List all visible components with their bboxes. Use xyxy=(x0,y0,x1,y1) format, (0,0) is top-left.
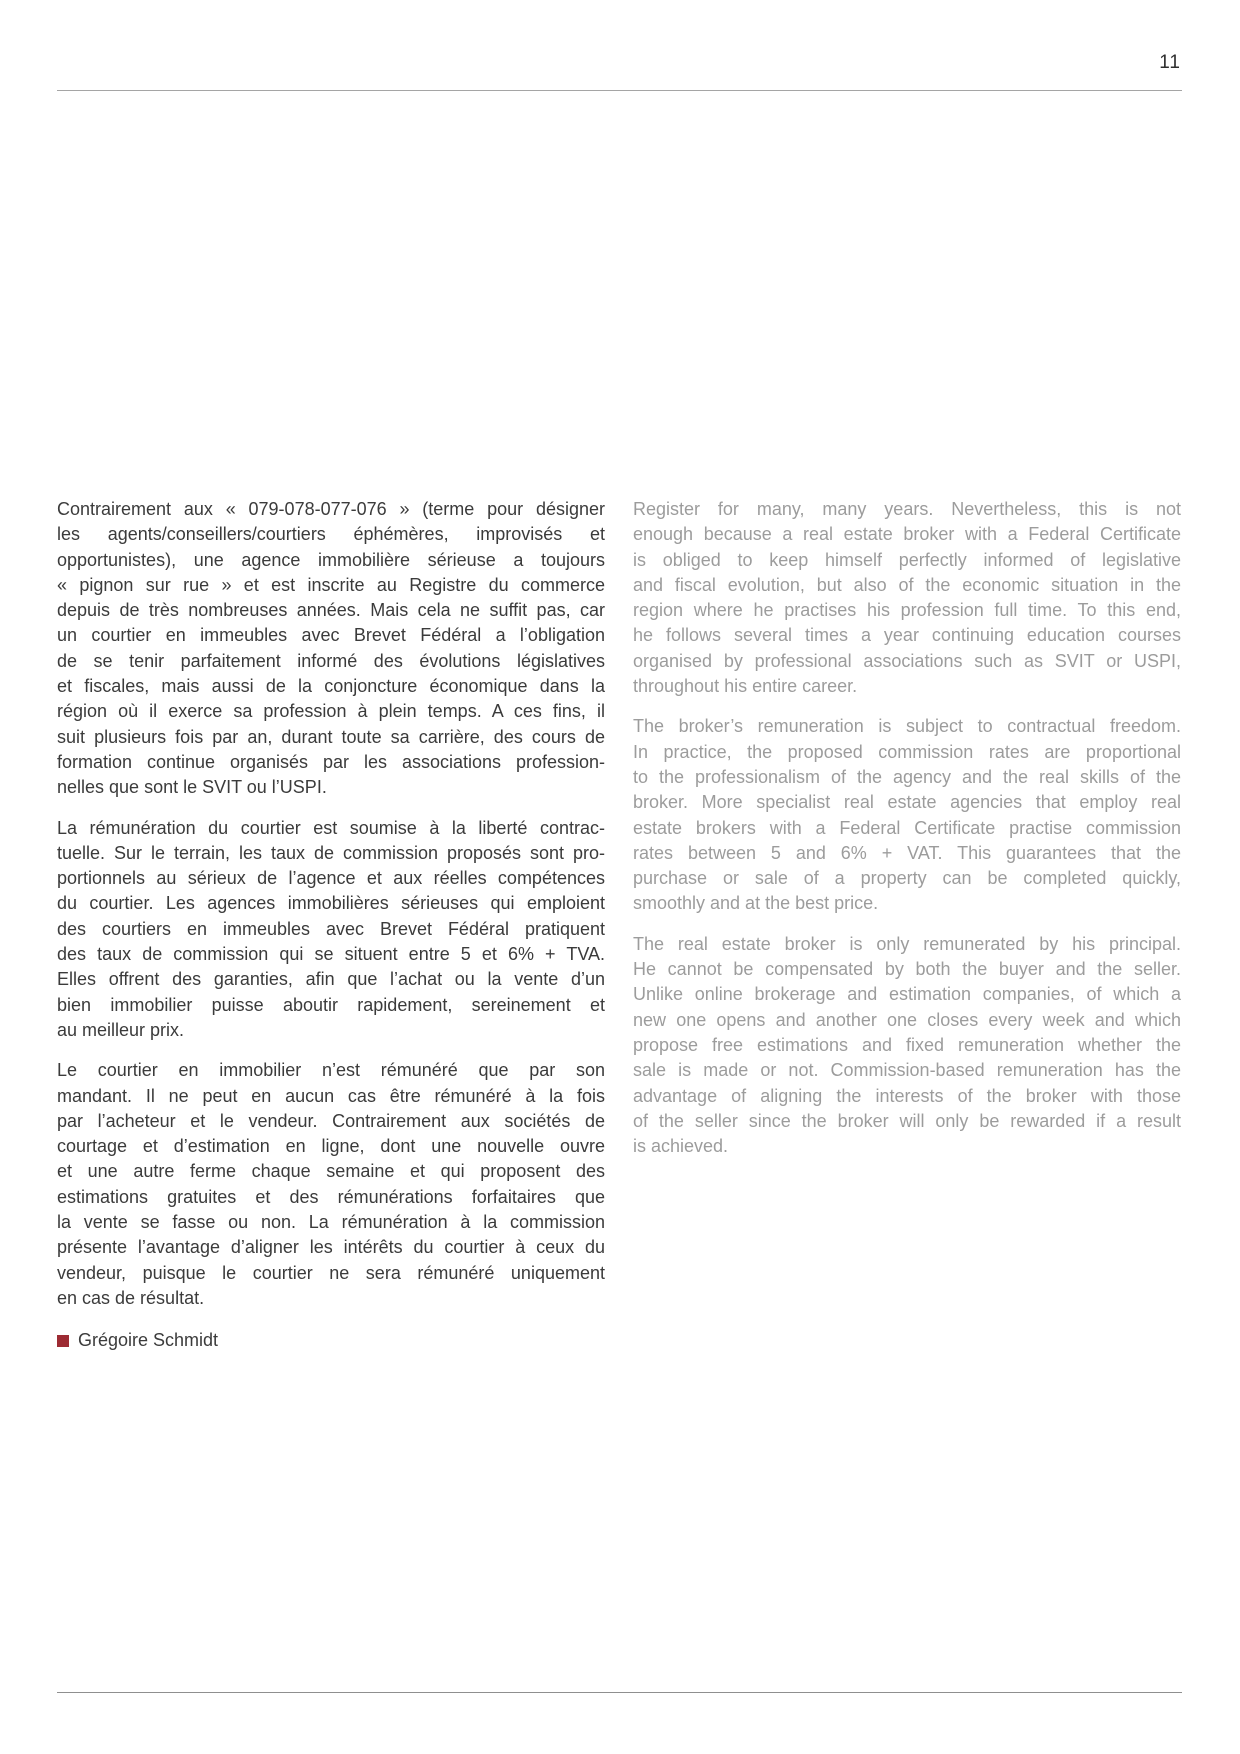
text-line: region where he practises his profession full time. To this end, xyxy=(633,600,1181,621)
text-line: Le courtier en immobilier n’est rémunéré que par son xyxy=(57,1060,605,1081)
text-line: « pignon sur rue » et est inscrite au Registre du commerce xyxy=(57,574,605,595)
text-line: nelles que sont le SVIT ou l’USPI. xyxy=(57,777,327,798)
text-line: he follows several times a year continuing education courses xyxy=(633,625,1181,646)
text-line: La rémunération du courtier est soumise à la liberté contrac- xyxy=(57,817,605,838)
text-line: portionnels au sérieux de l’agence et aux réelles compétences xyxy=(57,868,605,889)
text-line: broker. More specialist real estate agencies that employ real xyxy=(633,792,1181,813)
text-line: bien immobilier puisse aboutir rapidement, sereinement et xyxy=(57,994,605,1015)
text-line: The broker’s remuneration is subject to contractual freedom. xyxy=(633,716,1181,737)
text-line: des taux de commission qui se situent entre 5 et 6% + TVA. xyxy=(57,944,605,965)
french-paragraphs xyxy=(57,497,605,1311)
text-line: par l’acheteur et le vendeur. Contrairement aux sociétés de xyxy=(57,1110,605,1131)
text-line: de se tenir parfaitement informé des évolutions législatives xyxy=(57,650,605,671)
text-line: rates between 5 and 6% + VAT. This guarantees that the xyxy=(633,842,1181,863)
author-name: Grégoire Schmidt xyxy=(78,1330,219,1351)
text-line: depuis de très nombreuses années. Mais cela ne suffit pas, car xyxy=(57,600,605,621)
text-line: Register for many, many years. Nevertheless, this is not xyxy=(633,499,1181,519)
text-line: la vente se fasse ou non. La rémunération à la commission xyxy=(57,1212,605,1233)
paragraph xyxy=(633,714,1181,916)
text-line: suit plusieurs fois par an, durant toute sa carrière, des cours de xyxy=(57,726,605,747)
text-line: and fiscal evolution, but also of the economic situation in the xyxy=(633,574,1181,595)
article-body xyxy=(57,497,1181,1354)
paragraph xyxy=(633,932,1181,1160)
text-line: to the professionalism of the agency and the real skills of the xyxy=(633,766,1181,787)
text-line: tuelle. Sur le terrain, les taux de commission proposés sont pro- xyxy=(57,842,605,863)
text-line: opportunistes), une agence immobilière sérieuse a toujours xyxy=(57,549,605,570)
text-line: throughout his entire career. xyxy=(633,676,858,697)
paragraph xyxy=(57,1058,605,1311)
text-line: vendeur, puisque le courtier ne sera rémunéré uniquement xyxy=(57,1262,605,1283)
text-line: organised by professional associations such as SVIT or USPI, xyxy=(633,650,1181,671)
text-line: He cannot be compensated by both the buyer and the seller. xyxy=(633,959,1181,980)
text-line: purchase or sale of a property can be completed quickly, xyxy=(633,868,1181,889)
text-line: Unlike online brokerage and estimation companies, of which a xyxy=(633,984,1181,1005)
bottom-rule xyxy=(57,1692,1182,1693)
text-line: advantage of aligning the interests of the broker with those xyxy=(633,1085,1181,1106)
page-number: 11 xyxy=(1159,52,1181,73)
text-line: un courtier en immeubles avec Brevet Fédéral a l’obligation xyxy=(57,625,605,646)
text-line: sale is made or not. Commission-based remuneration has the xyxy=(633,1060,1181,1081)
text-line: propose free estimations and fixed remuneration whether the xyxy=(633,1034,1181,1055)
author-byline xyxy=(57,1328,605,1353)
text-line: mandant. Il ne peut en aucun cas être rémunéré à la fois xyxy=(57,1085,605,1106)
text-line: région où il exerce sa profession à plein temps. A ces fins, il xyxy=(57,701,605,722)
text-line: estimations gratuites et des rémunérations forfaitaires que xyxy=(57,1186,605,1207)
top-rule xyxy=(57,90,1182,91)
text-line: estate brokers with a Federal Certificate practise commission xyxy=(633,817,1181,838)
text-line: les agents/conseillers/courtiers éphémères, improvisés et xyxy=(57,524,605,545)
text-line: is obliged to keep himself perfectly informed of legislative xyxy=(633,549,1181,570)
text-line: courtage et d’estimation en ligne, dont une nouvelle ouvre xyxy=(57,1136,605,1157)
text-line: et une autre ferme chaque semaine et qui proposent des xyxy=(57,1161,605,1182)
text-line: is achieved. xyxy=(633,1136,729,1157)
paragraph xyxy=(57,497,605,801)
text-line: et fiscales, mais aussi de la conjoncture économique dans la xyxy=(57,676,605,697)
text-line: Contrairement aux « 079-078-077-076 » (terme pour désigner xyxy=(57,499,605,519)
text-line: des courtiers en immeubles avec Brevet Fédéral pratiquent xyxy=(57,918,605,939)
text-line: smoothly and at the best price. xyxy=(633,893,879,914)
text-line: présente l’avantage d’aligner les intérêts du courtier à ceux du xyxy=(57,1237,605,1258)
text-line: In practice, the proposed commission rates are proportional xyxy=(633,741,1181,762)
column-english xyxy=(633,497,1181,1354)
text-line: new one opens and another one closes every week and which xyxy=(633,1009,1181,1030)
author-bullet-icon xyxy=(57,1335,69,1347)
text-line: en cas de résultat. xyxy=(57,1287,205,1308)
text-line: of the seller since the broker will only be rewarded if a result xyxy=(633,1110,1181,1131)
text-line: enough because a real estate broker with a Federal Certificate xyxy=(633,524,1181,545)
column-french xyxy=(57,497,605,1354)
text-line: du courtier. Les agences immobilières sérieuses qui emploient xyxy=(57,893,605,914)
text-line: The real estate broker is only remunerated by his principal. xyxy=(633,933,1181,954)
paragraph xyxy=(633,497,1181,699)
paragraph xyxy=(57,816,605,1044)
text-line: formation continue organisés par les associations profession- xyxy=(57,751,605,772)
text-line: Elles offrent des garanties, afin que l’achat ou la vente d’un xyxy=(57,969,605,990)
english-paragraphs xyxy=(633,497,1181,1159)
text-line: au meilleur prix. xyxy=(57,1019,185,1040)
